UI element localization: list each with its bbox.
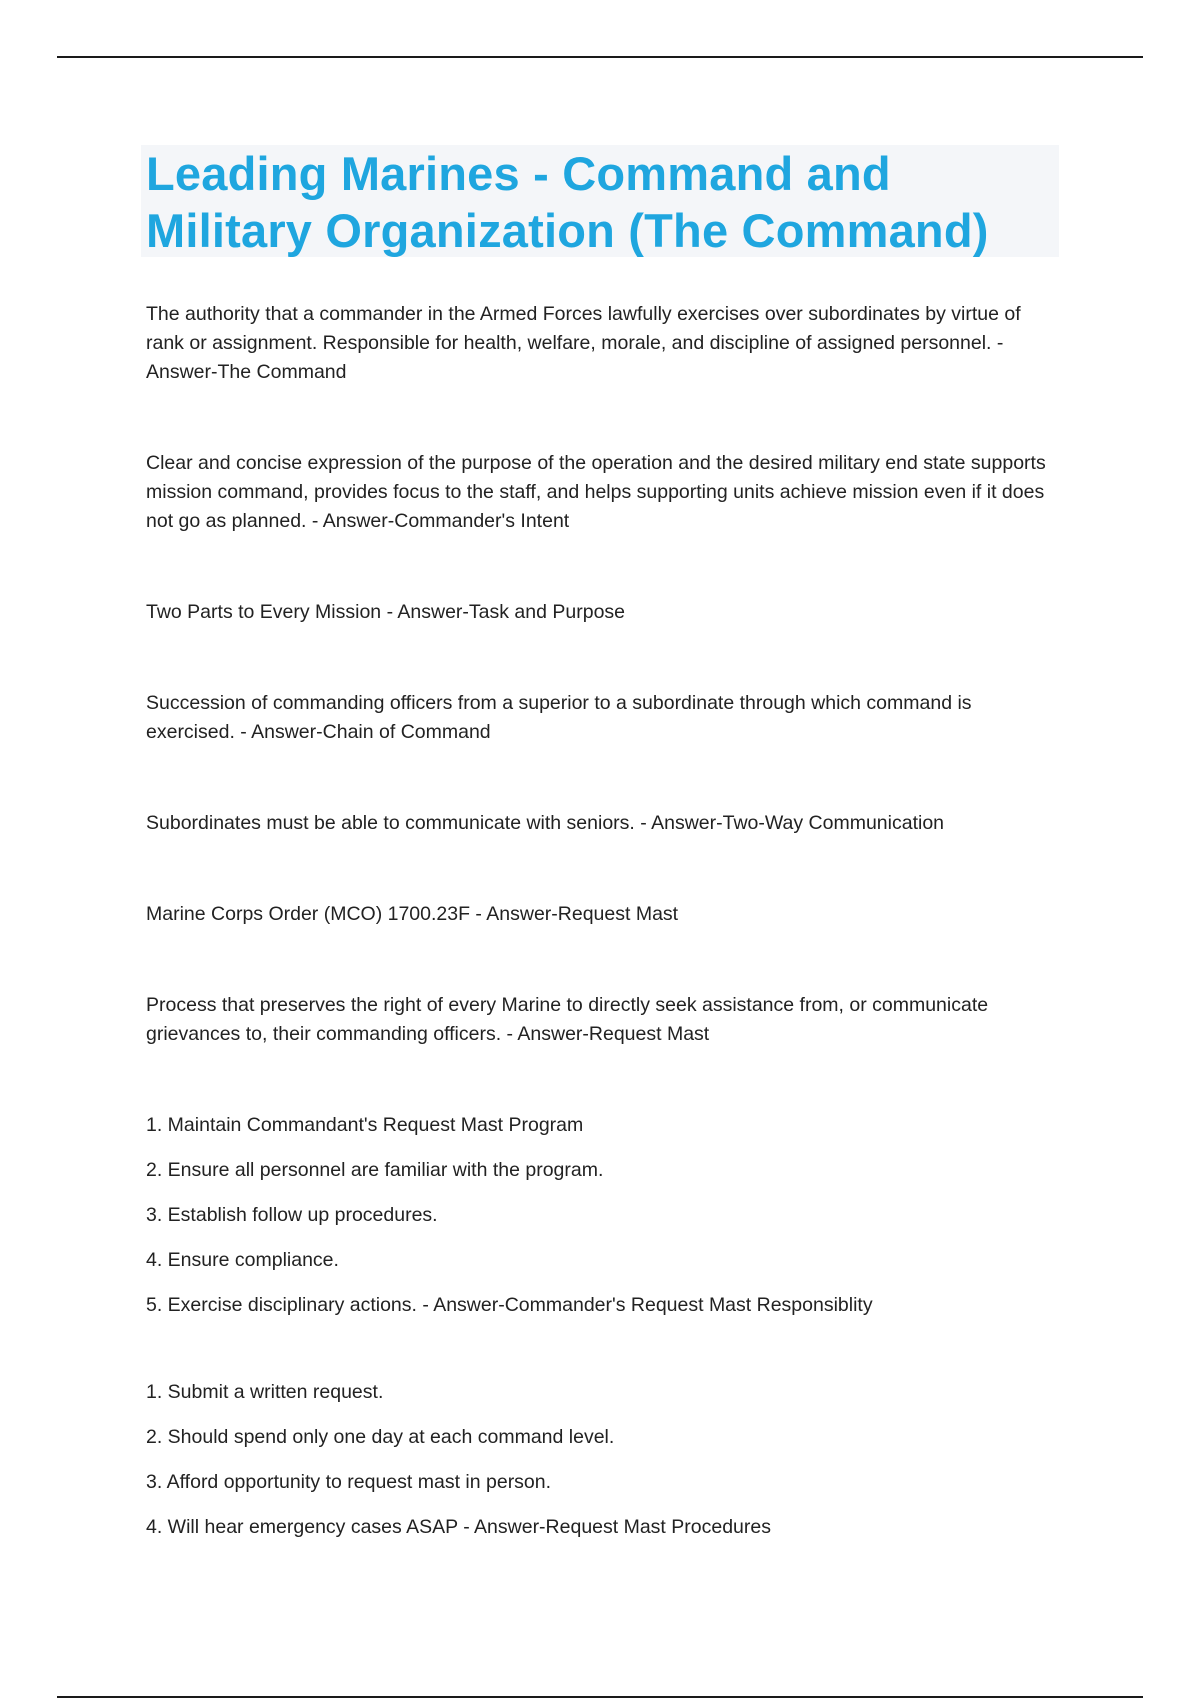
list-item: 2. Should spend only one day at each command level. xyxy=(146,1426,615,1448)
bottom-divider xyxy=(57,1696,1143,1698)
list-item: 4. Will hear emergency cases ASAP - Answer-Request Mast Procedures xyxy=(146,1516,771,1538)
list-item: 3. Afford opportunity to request mast in person. xyxy=(146,1471,552,1493)
qa-item: The authority that a commander in the Armed Forces lawfully exercises over subordinates by virtue of rank or assignment. Responsible for health, welfare, morale, and discipline of assigned personnel. - Answer-The Command xyxy=(146,303,1021,383)
document-body xyxy=(146,300,1056,1542)
qa-item: Subordinates must be able to communicate with seniors. - Answer-Two-Way Communication xyxy=(146,812,945,834)
qa-item: Clear and concise expression of the purpose of the operation and the desired military end state supports mission command, provides focus to the staff, and helps supporting units achieve mission even if it does not go as planned. - Answer-Commander's Intent xyxy=(146,452,1046,532)
qa-item: Marine Corps Order (MCO) 1700.23F - Answer-Request Mast xyxy=(146,903,679,925)
title-banner xyxy=(141,145,1059,257)
list-item: 3. Establish follow up procedures. xyxy=(146,1204,438,1226)
list-block-request-mast-procedures xyxy=(146,1378,1056,1542)
list-item: 1. Maintain Commandant's Request Mast Program xyxy=(146,1114,584,1136)
qa-item: Process that preserves the right of every Marine to directly seek assistance from, or communicate grievances to, their commanding officers. - Answer-Request Mast xyxy=(146,994,989,1045)
list-item: 2. Ensure all personnel are familiar with the program. xyxy=(146,1159,604,1181)
qa-item: Two Parts to Every Mission - Answer-Task and Purpose xyxy=(146,601,626,623)
qa-item: Succession of commanding officers from a superior to a subordinate through which command is exercised. - Answer-Chain of Command xyxy=(146,692,972,743)
document-title: Leading Marines - Command and Military Organization (The Command) xyxy=(146,147,989,257)
list-block-commander-responsibility xyxy=(146,1111,1056,1320)
list-item: 1. Submit a written request. xyxy=(146,1381,384,1403)
top-divider xyxy=(57,56,1143,58)
list-item: 4. Ensure compliance. xyxy=(146,1249,339,1271)
list-item: 5. Exercise disciplinary actions. - Answer-Commander's Request Mast Responsiblity xyxy=(146,1294,873,1316)
